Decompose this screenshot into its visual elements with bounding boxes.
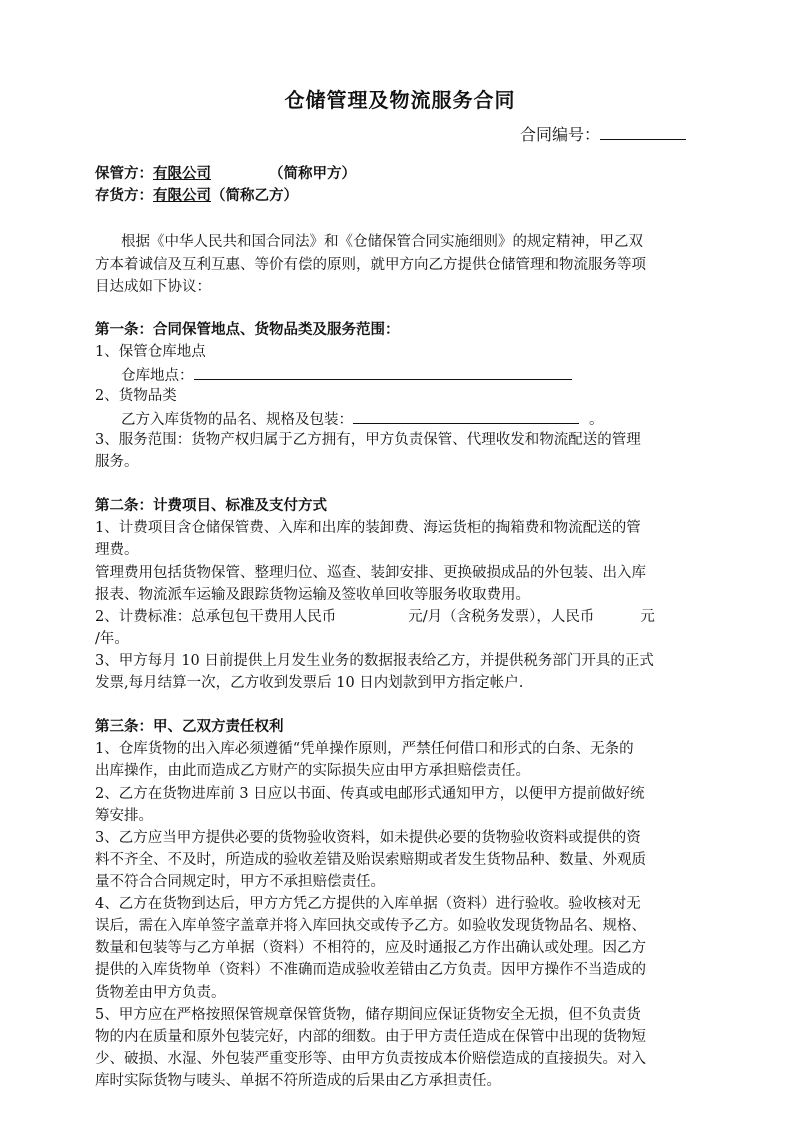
party-b-short: （简称乙方）: [211, 187, 298, 204]
article-2-line: 发票,每月结算一次，乙方收到发票后 10 日内划款到甲方指定帐户.: [95, 675, 524, 691]
warehouse-location-line: [121, 364, 572, 386]
fee-standard-line: [95, 607, 655, 627]
article-2-line: 报表、物流派车运输及跟踪货物运输及签收单回收等服务收取费用。: [95, 587, 530, 603]
article-3-line: 少、破损、水湿、外包装严重变形等、由甲方负责按成本价赔偿造成的直接损失。对入: [95, 1051, 646, 1067]
article-3-line: 筹安排。: [95, 808, 153, 824]
goods-spec-line: [121, 408, 604, 430]
contract-number-blank: [600, 124, 686, 140]
article-3-line: 数量和包装等与乙方单据（资料）不相符的，应及时通报乙方作出确认或处理。因乙方: [95, 940, 646, 956]
article-2-line: 1、计费项目含仓储保管费、入库和出库的装卸费、海运货柜的掏箱费和物流配送的管: [95, 520, 641, 536]
preamble-line: 根据《中华人民共和国合同法》和《仓储保管合同实施细则》的规定精神，甲乙双: [121, 234, 643, 250]
article-3-line: 货物差由甲方负责。: [95, 985, 226, 1001]
article-2-line: 管理费用包括货物保管、整理归位、巡查、装卸安排、更换破损成品的外包装、出入库: [95, 565, 646, 581]
party-b-name: 有限公司: [153, 187, 211, 204]
article-2-heading: 第二条：计费项目、标准及支付方式: [95, 497, 327, 514]
article-2-line: 3、甲方每月 10 日前提供上月发生业务的数据报表给乙方，并提供税务部门开具的正式: [95, 653, 654, 669]
preamble-line: 目达成如下协议：: [95, 279, 211, 295]
contract-number-label: 合同编号：: [520, 125, 601, 144]
warehouse-location-label: 仓库地点：: [121, 368, 194, 384]
fee-annual-unit: 元: [640, 609, 655, 625]
fee-standard-text: 2、计费标准：总承包包干费用人民币: [95, 609, 337, 625]
party-a-label: 保管方：: [95, 165, 153, 182]
party-b-label: 存货方：: [95, 187, 153, 204]
fee-monthly-text: 元/月（含税务发票），人民币: [408, 609, 595, 625]
article-3-line: 库时实际货物与唛头、单据不符所造成的后果由乙方承担责任。: [95, 1073, 501, 1089]
article-3-line: 料不齐全、不及时，所造成的验收差错及贻误索赔期或者发生货物品种、数量、外观质: [95, 852, 646, 868]
party-b-line: [95, 186, 298, 206]
article-1-line: 服务。: [95, 454, 139, 470]
party-a-name: 有限公司: [153, 165, 211, 182]
preamble-line: 方本着诚信及互利互惠、等价有偿的原则，就甲方向乙方提供仓储管理和物流服务等项: [95, 257, 646, 273]
article-1-heading: 第一条：合同保管地点、货物品类及服务范围：: [95, 321, 400, 338]
article-3-line: 1、仓库货物的出入库必须遵循“凭单操作原则，严禁任何借口和形式的白条、无条的: [95, 741, 634, 757]
warehouse-location-blank: [194, 364, 572, 380]
document-title: 仓储管理及物流服务合同: [284, 88, 516, 112]
article-3-line: 2、乙方在货物进库前 3 日应以书面、传真或电邮形式通知甲方，以便甲方提前做好统: [95, 786, 645, 802]
party-a-short: （简称甲方）: [269, 165, 356, 182]
article-3-heading: 第三条：甲、乙双方责任权利: [95, 718, 284, 735]
article-1-line: 1、保管仓库地点: [95, 344, 206, 360]
article-1-line: 3、服务范围：货物产权归属于乙方拥有，甲方负责保管、代理收发和物流配送的管理: [95, 432, 641, 448]
article-3-line: 误后，需在入库单签字盖章并将入库回执交或传予乙方。如验收发现货物品名、规格、: [95, 918, 646, 934]
article-2-line: 理费。: [95, 542, 139, 558]
goods-spec-end: 。: [589, 412, 604, 428]
article-1-line: 2、货物品类: [95, 388, 177, 404]
party-a-line: [95, 164, 356, 184]
article-2-line: /年。: [95, 631, 129, 647]
goods-spec-label: 乙方入库货物的品名、规格及包装：: [121, 412, 353, 428]
article-3-line: 提供的入库货物单（资料）不准确而造成验收差错由乙方负责。因甲方操作不当造成的: [95, 962, 646, 978]
goods-spec-blank: [353, 408, 579, 424]
article-3-line: 5、甲方应在严格按照保管规章保管货物，储存期间应保证货物安全无损，但不负责货: [95, 1007, 641, 1023]
contract-number: [520, 122, 686, 145]
article-3-line: 4、乙方在货物到达后，甲方方凭乙方提供的入库单据（资料）进行验收。验收核对无: [95, 896, 641, 912]
article-3-line: 出库操作，由此而造成乙方财产的实际损失应由甲方承担赔偿责任。: [95, 763, 530, 779]
article-3-line: 物的内在质量和原外包装完好，内部的细数。由于甲方责任造成在保管中出现的货物短: [95, 1029, 646, 1045]
article-3-line: 量不符合合同规定时，甲方不承担赔偿责任。: [95, 874, 385, 890]
article-3-line: 3、乙方应当甲方提供必要的货物验收资料，如未提供必要的货物验收资料或提供的资: [95, 830, 641, 846]
